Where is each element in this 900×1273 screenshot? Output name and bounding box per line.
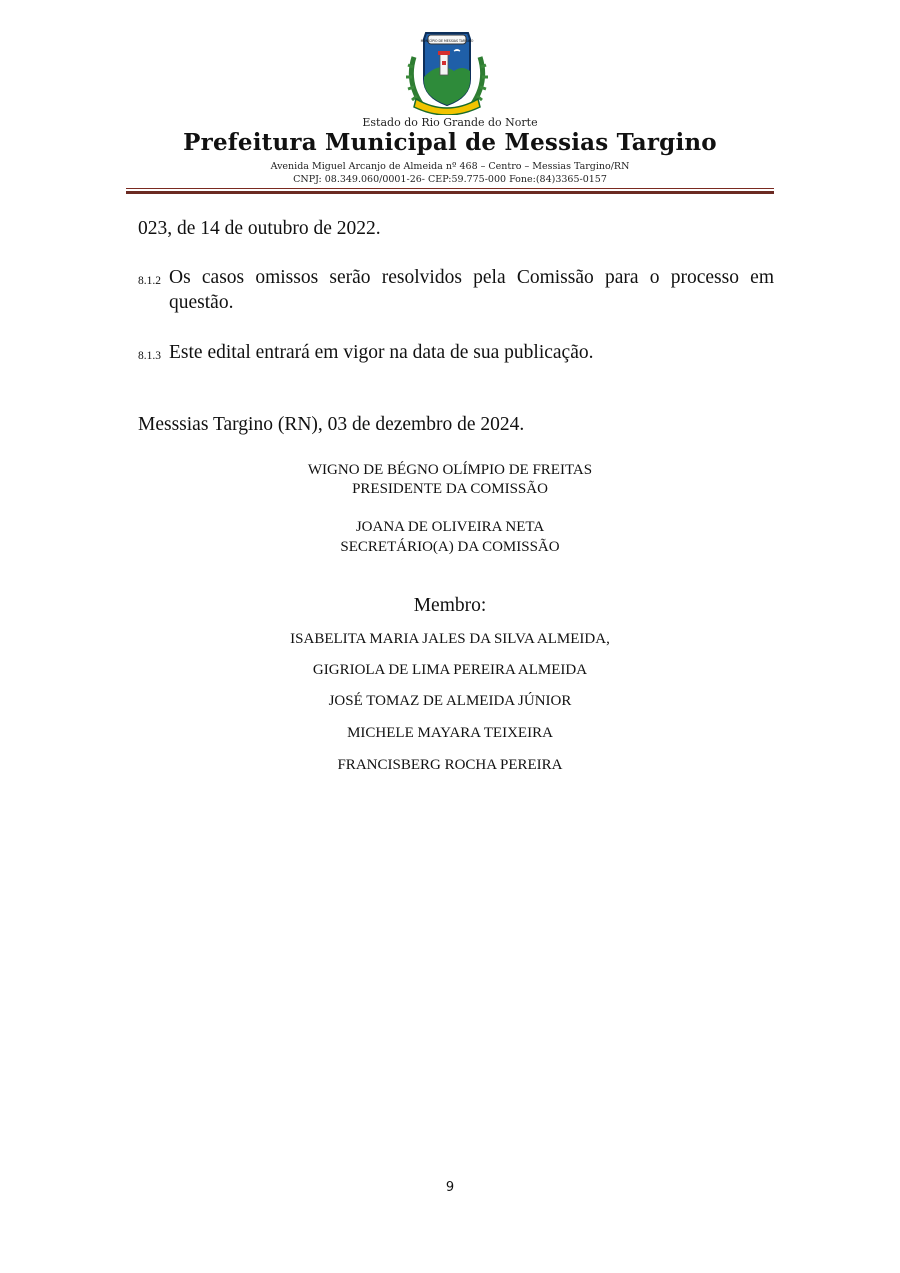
secretary-name: JOANA DE OLIVEIRA NETA [355,519,545,535]
member-name: FRANCISBERG ROCHA PEREIRA [337,757,563,773]
clause-number: 8.1.2 [138,275,161,287]
continuation-text: 023, de 14 de outubro de 2022. [138,218,381,239]
member-name: MICHELE MAYARA TEIXEIRA [347,725,553,741]
clause-8-1-2 [138,265,774,315]
header-state: Estado do Rio Grande do Norte [362,116,538,129]
member-name: ISABELITA MARIA JALES DA SILVA ALMEIDA, [290,631,610,647]
president-role: PRESIDENTE DA COMISSÃO [352,481,548,497]
page-number: 9 [445,1180,455,1195]
members-heading: Membro: [413,595,487,616]
header-contact: CNPJ: 08.349.060/0001-26- CEP:59.775-000 Fone:(84)3365-0157 [293,174,607,185]
member-name: JOSÉ TOMAZ DE ALMEIDA JÚNIOR [328,693,572,709]
member-name: GIGRIOLA DE LIMA PEREIRA ALMEIDA [312,662,588,678]
header-title: Prefeitura Municipal de Messias Targino [183,129,717,156]
municipal-crest-icon [404,27,490,115]
place-date: Messsias Targino (RN), 03 de dezembro de 2024. [138,414,525,435]
president-name: WIGNO DE BÉGNO OLÍMPIO DE FREITAS [307,462,593,478]
crest-banner-text: MUNICÍPIO DE MESSIAS TARGINO [420,39,474,43]
header-address: Avenida Miguel Arcanjo de Almeida nº 468 – Centro – Messias Targino/RN [270,161,630,172]
clause-text: Este edital entrará em vigor na data de sua publicação. [169,342,594,363]
header-rule-thin [126,188,774,189]
clause-number: 8.1.3 [138,350,161,362]
clause-8-1-3 [138,340,774,365]
clause-text: Os casos omissos serão resolvidos pela Comissão para o processo em questão. [169,267,774,313]
secretary-role: SECRETÁRIO(A) DA COMISSÃO [340,539,560,555]
header-rule-thick [126,191,774,194]
